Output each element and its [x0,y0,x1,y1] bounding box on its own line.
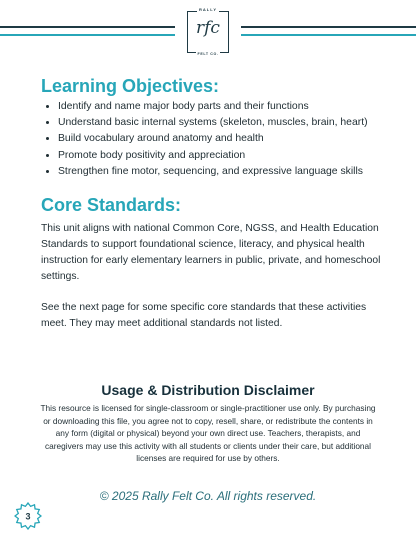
logo-top-text: RALLY [199,7,217,12]
logo-bottom-text: FELT CO. [197,52,219,56]
learning-objectives-heading: Learning Objectives: [41,76,220,96]
disclaimer-title: Usage & Distribution Disclaimer [101,382,315,398]
disclaimer-body: This resource is licensed for single-classroom or single-practitioner use only. By purchasing or downloading this file, you agree not to copy, resell, share, or redistribute the contents in any form (digital or physical) beyond your own direct use. Teachers, therapists, and caregivers may use this activity with all students or clients under their care, but additional licenses are required for use by others. [40,403,376,463]
page-number-badge [14,502,42,530]
badge-starburst-icon [14,502,42,530]
objective-item: • Build vocabulary around anatomy and health [58,131,416,147]
objective-item: • Identify and name major body parts and their functions [58,99,416,115]
objectives-list [44,99,416,180]
core-standards-heading: Core Standards: [41,195,182,215]
header-rule-teal-left [0,34,175,36]
standards-paragraph-1: This unit aligns with national Common Core, NGSS, and Health Education Standards to support foundational science, literacy, and physical health instruction for early elementary learners in public, private, and homeschool settings. [41,223,381,282]
standards-paragraph-2: See the next page for some specific core standards that these activities meet. They may meet additional standards not listed. [41,302,367,329]
objective-item: • Strengthen fine motor, sequencing, and expressive language skills [58,164,416,180]
page-number: 3 [25,511,31,522]
header-rule-dark-left [0,26,175,28]
logo-script-text: rfc [196,18,220,38]
brand-logo [187,7,229,56]
header-rule-teal-right [241,34,416,36]
objective-item: • Promote body positivity and appreciation [58,148,416,164]
copyright-text: © 2025 Rally Felt Co. All rights reserved. [99,489,317,503]
objective-item: • Understand basic internal systems (skeleton, muscles, brain, heart) [58,115,416,131]
header-rule-dark-right [241,26,416,28]
